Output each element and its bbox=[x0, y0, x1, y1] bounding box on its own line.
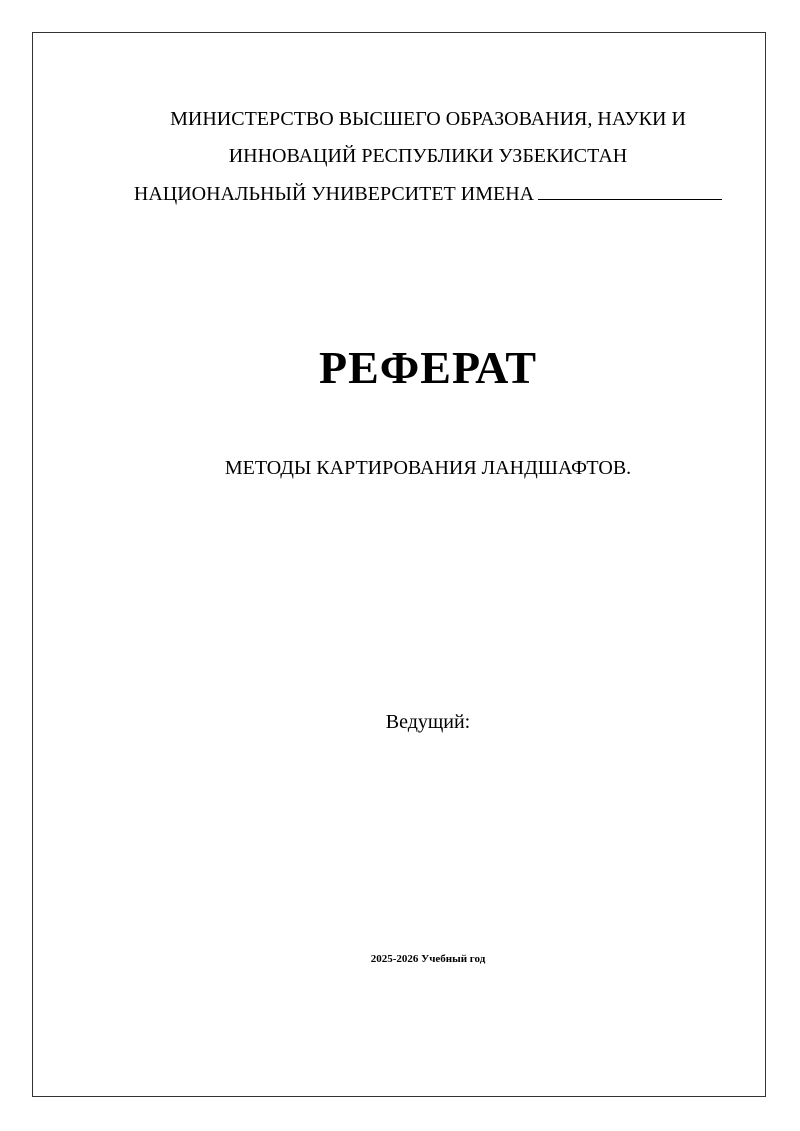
university-name-blank bbox=[538, 181, 722, 200]
document-topic: МЕТОДЫ КАРТИРОВАНИЯ ЛАНДШАФТОВ. bbox=[224, 457, 632, 479]
ministry-name-line-1: МИНИСТЕРСТВО ВЫСШЕГО ОБРАЗОВАНИЯ, НАУКИ И bbox=[170, 108, 686, 130]
university-name-line bbox=[28, 181, 800, 206]
document-title: РЕФЕРАТ bbox=[318, 342, 538, 393]
supervisor-label: Ведущий: bbox=[385, 711, 471, 733]
academic-year: 2025-2026 Учебный год bbox=[370, 953, 486, 965]
ministry-name-line-2: ИННОВАЦИЙ РЕСПУБЛИКИ УЗБЕКИСТАН bbox=[228, 145, 628, 167]
university-name: НАЦИОНАЛЬНЫЙ УНИВЕРСИТЕТ ИМЕНА bbox=[133, 183, 535, 205]
